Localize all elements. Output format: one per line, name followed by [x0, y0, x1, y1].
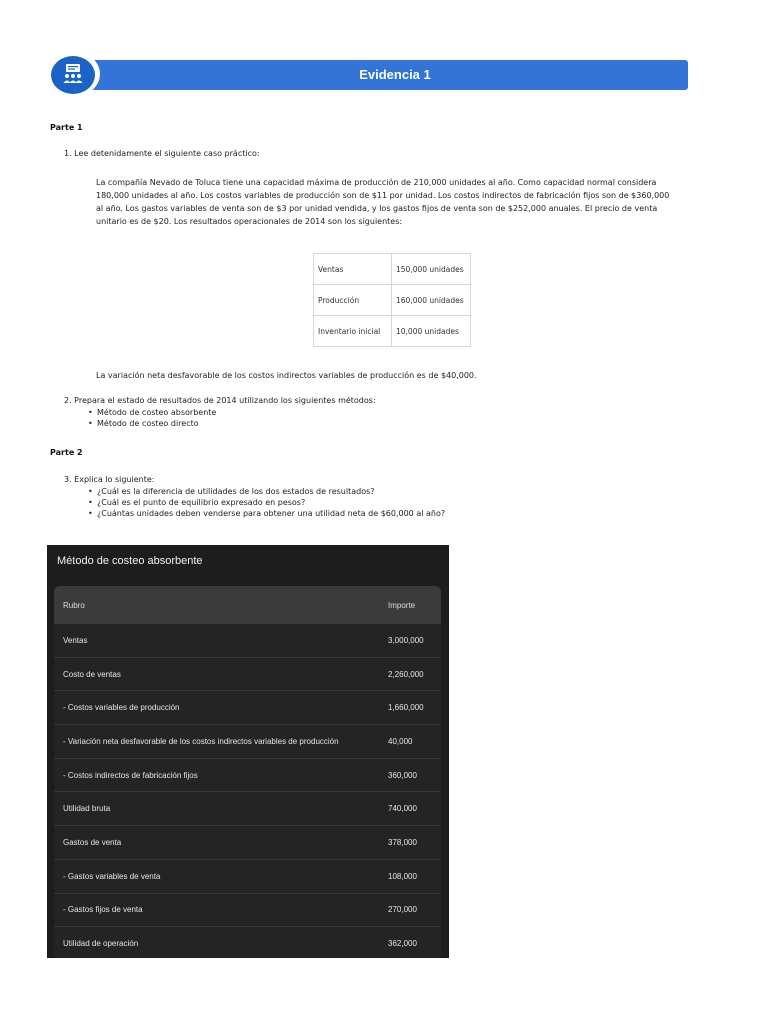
rubro-cell: - Variación neta desfavorable de los costos indirectos variables de producción	[63, 736, 339, 746]
case-paragraph	[96, 176, 682, 228]
paragraph-line: unitario es de $20. Los resultados operacionales de 2014 son los siguientes:	[96, 217, 403, 226]
instruction-3: 3. Explica lo siguiente:	[64, 475, 155, 484]
importe-cell: 360,000	[388, 770, 417, 780]
table-row	[54, 759, 441, 793]
table-cell-value: 150,000 unidades	[392, 254, 471, 285]
column-header-rubro: Rubro	[63, 600, 85, 610]
table-row	[54, 927, 441, 958]
table-row	[54, 624, 441, 658]
table-row	[54, 658, 441, 692]
importe-cell: 362,000	[388, 939, 417, 949]
table-header-row	[54, 586, 441, 624]
absorbente-table	[54, 586, 441, 958]
absorbente-panel	[47, 545, 449, 958]
presentation-group-icon	[51, 56, 95, 94]
importe-cell: 40,000	[388, 736, 413, 746]
rubro-cell: Utilidad de operación	[63, 939, 139, 949]
table-row	[54, 691, 441, 725]
methods-list	[88, 407, 216, 429]
table-cell-value: 10,000 unidades	[392, 316, 471, 347]
instruction-1: 1. Lee detenidamente el siguiente caso práctico:	[64, 149, 260, 158]
paragraph-line: 180,000 unidades al año. Los costos variables de producción son de $11 por unidad. Los costos indirectos de fabricación fijos son de $360,000	[96, 191, 670, 200]
table-row	[54, 725, 441, 759]
rubro-cell: Gastos de venta	[63, 837, 122, 847]
list-item: • ¿Cuántas unidades deben venderse para obtener una utilidad neta de $60,000 al año?	[88, 508, 445, 519]
rubro-cell: - Costos variables de producción	[63, 703, 180, 713]
importe-cell: 378,000	[388, 837, 417, 847]
importe-cell: 2,260,000	[388, 669, 424, 679]
section-title-parte-2: Parte 2	[50, 448, 83, 457]
importe-cell: 270,000	[388, 905, 417, 915]
importe-cell: 3,000,000	[388, 635, 424, 645]
importe-cell: 740,000	[388, 804, 417, 814]
table-row	[314, 254, 471, 285]
variation-note: La variación neta desfavorable de los costos indirectos variables de producción es de $40,000.	[96, 371, 477, 380]
table-row	[54, 894, 441, 928]
operational-results-table	[313, 253, 471, 347]
rubro-cell: - Gastos variables de venta	[63, 871, 161, 881]
rubro-cell: Utilidad bruta	[63, 804, 111, 814]
list-item: • Método de costeo directo	[88, 418, 216, 429]
table-row	[314, 285, 471, 316]
header-banner	[62, 60, 688, 90]
rubro-cell: - Gastos fijos de venta	[63, 905, 143, 915]
table-cell-label: Ventas	[314, 254, 392, 285]
column-header-importe: Importe	[388, 600, 416, 610]
page-title: Evidencia 1	[359, 67, 431, 82]
absorbente-title: Método de costeo absorbente	[57, 555, 203, 567]
table-row	[54, 860, 441, 894]
table-row	[314, 316, 471, 347]
section-title-parte-1: Parte 1	[50, 123, 83, 132]
table-cell-label: Producción	[314, 285, 392, 316]
rubro-cell: Costo de ventas	[63, 669, 121, 679]
questions-list	[88, 486, 445, 519]
rubro-cell: - Costos indirectos de fabricación fijos	[63, 770, 198, 780]
rubro-cell: Ventas	[63, 635, 88, 645]
paragraph-line: al año. Los gastos variables de venta son de $3 por unidad vendida, y los gastos fijos de venta son de $252,000 anuales. El precio de venta	[96, 204, 658, 213]
table-row	[54, 792, 441, 826]
table-cell-value: 160,000 unidades	[392, 285, 471, 316]
list-item: • Método de costeo absorbente	[88, 407, 216, 418]
importe-cell: 108,000	[388, 871, 417, 881]
table-row	[54, 826, 441, 860]
importe-cell: 1,660,000	[388, 703, 424, 713]
list-item: • ¿Cuál es el punto de equilibrio expresado en pesos?	[88, 497, 445, 508]
instruction-2: 2. Prepara el estado de resultados de 2014 utilizando los siguientes métodos:	[64, 396, 376, 405]
paragraph-line: La compañía Nevado de Toluca tiene una capacidad máxima de producción de 210,000 unidades al año. Como capacidad normal considera	[96, 178, 657, 187]
table-cell-label: Inventario inicial	[314, 316, 392, 347]
list-item: • ¿Cuál es la diferencia de utilidades de los dos estados de resultados?	[88, 486, 445, 497]
